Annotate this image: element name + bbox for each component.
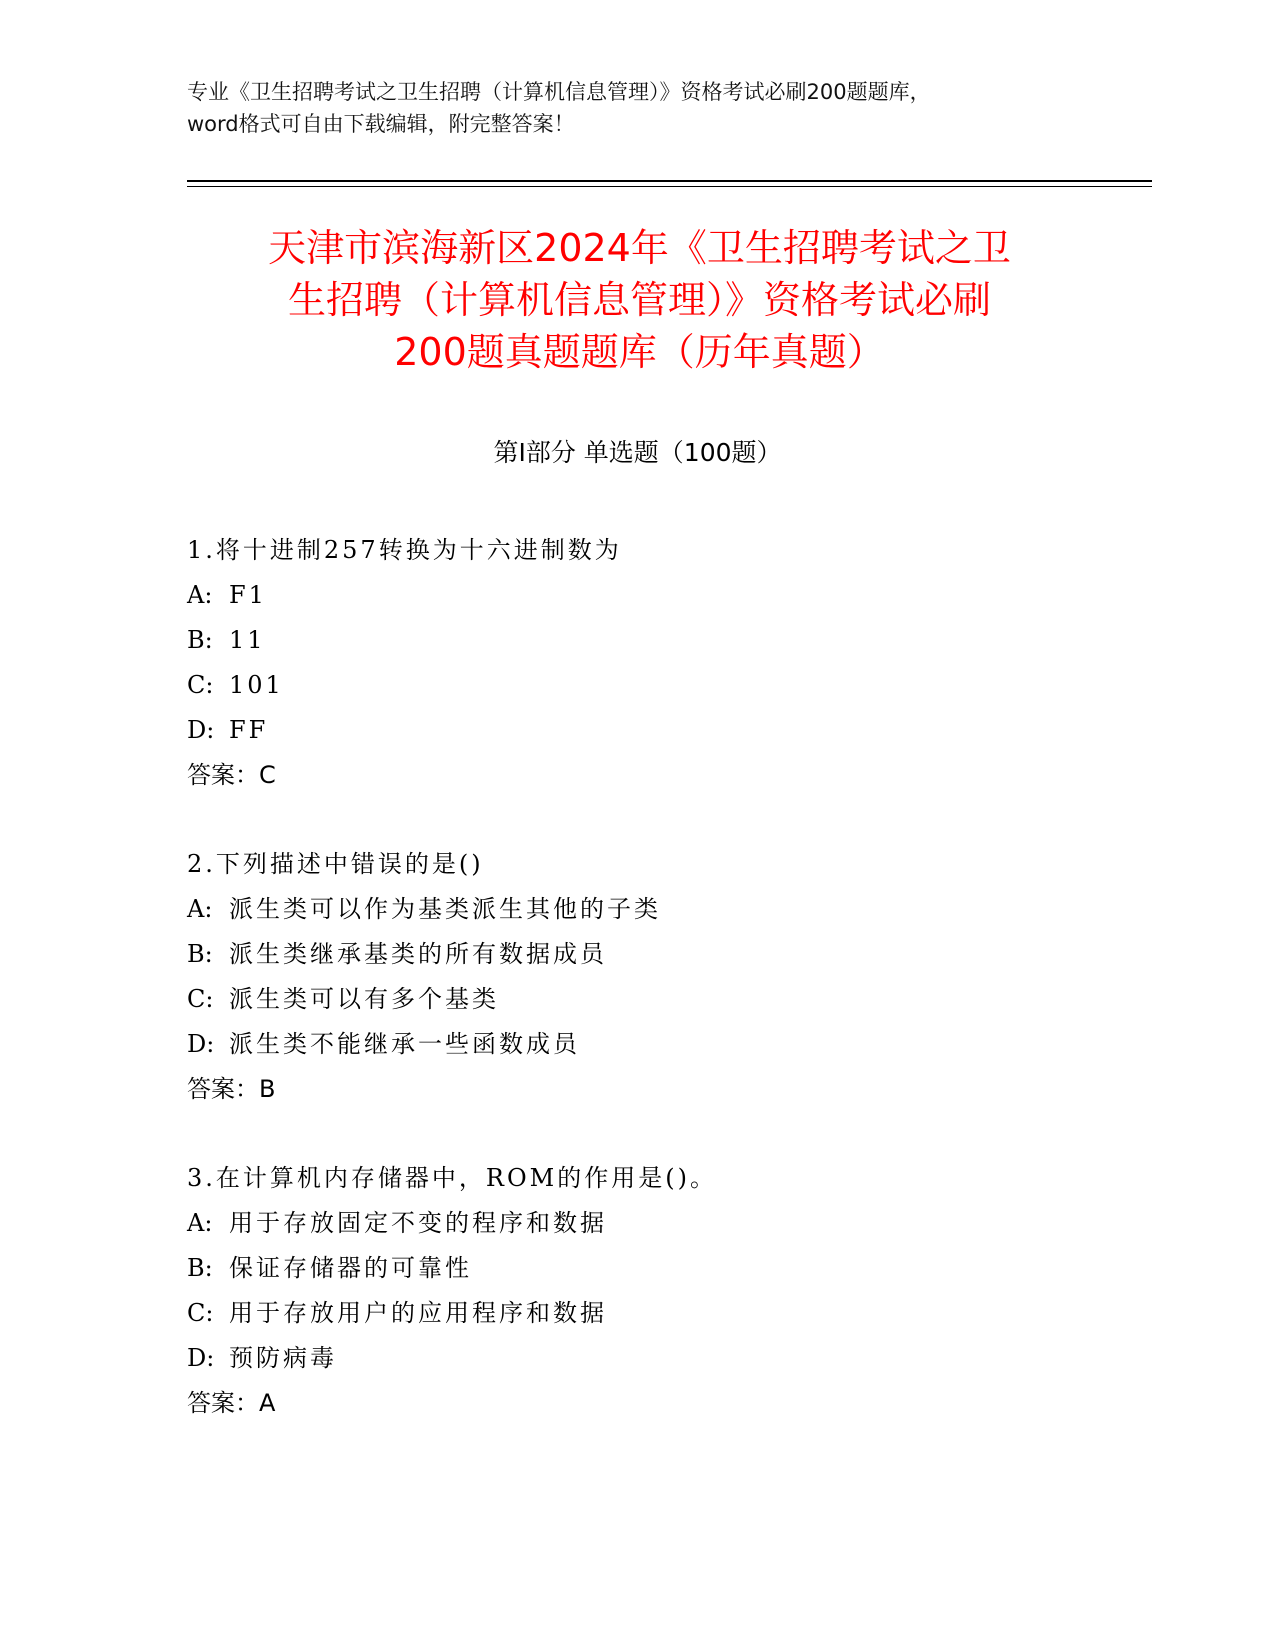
question-3 [187,1156,1087,1426]
option-a [187,887,1087,932]
option-b [187,618,1087,663]
option-text: 保证存储器的可靠性 [229,1254,472,1282]
option-text: 用于存放固定不变的程序和数据 [229,1209,607,1237]
question-stem: 3.在计算机内存储器中，ROM的作用是()。 [187,1164,717,1192]
header-divider-thick [187,180,1152,182]
option-c [187,977,1087,1022]
option-text: 派生类继承基类的所有数据成员 [229,940,607,968]
option-letter: D: [187,1030,215,1058]
option-text: 预防病毒 [229,1344,337,1372]
section-title: 第Ⅰ部分 单选题（100题） [493,438,782,467]
option-a [187,1201,1087,1246]
option-text: 派生类可以作为基类派生其他的子类 [229,895,661,923]
option-c [187,1291,1087,1336]
question-stem: 2.下列描述中错误的是() [187,850,484,878]
option-text: 派生类可以有多个基类 [229,985,499,1013]
option-letter: B: [187,1254,213,1282]
option-text: 派生类不能继承一些函数成员 [229,1030,580,1058]
option-letter: A: [187,895,213,923]
option-letter: C: [187,671,214,699]
option-letter: B: [187,940,213,968]
option-letter: C: [187,1299,214,1327]
document-title-line-3: 200题真题题库（历年真题） [394,330,885,374]
option-letter: D: [187,716,215,744]
header-note [187,76,1087,140]
option-d [187,1022,1087,1067]
option-c [187,663,1087,708]
question-stem: 1.将十进制257转换为十六进制数为 [187,536,622,564]
option-text: F1 [229,581,267,609]
option-letter: D: [187,1344,215,1372]
option-d [187,1336,1087,1381]
option-a [187,573,1087,618]
answer: 答案：A [187,1389,276,1417]
option-letter: B: [187,626,213,654]
question-1 [187,528,1087,798]
option-text: 101 [229,671,284,699]
document-title [187,222,1092,378]
option-b [187,932,1087,977]
header-divider-thin [187,186,1152,187]
question-2 [187,842,1087,1112]
question-list [187,528,1087,1470]
option-text: FF [229,716,269,744]
option-letter: C: [187,985,214,1013]
answer: 答案：B [187,1075,276,1103]
option-b [187,1246,1087,1291]
option-text: 用于存放用户的应用程序和数据 [229,1299,607,1327]
header-note-line-1: 专业《卫生招聘考试之卫生招聘（计算机信息管理）》资格考试必刷200题题库， [187,80,931,104]
header-note-line-2: word格式可自由下载编辑，附完整答案！ [187,112,575,136]
option-d [187,708,1087,753]
document-title-line-2: 生招聘（计算机信息管理）》资格考试必刷 [287,278,991,322]
option-letter: A: [187,1209,213,1237]
answer: 答案：C [187,761,276,789]
document-title-line-1: 天津市滨海新区2024年《卫生招聘考试之卫 [268,226,1011,270]
option-letter: A: [187,581,213,609]
option-text: 11 [229,626,266,654]
